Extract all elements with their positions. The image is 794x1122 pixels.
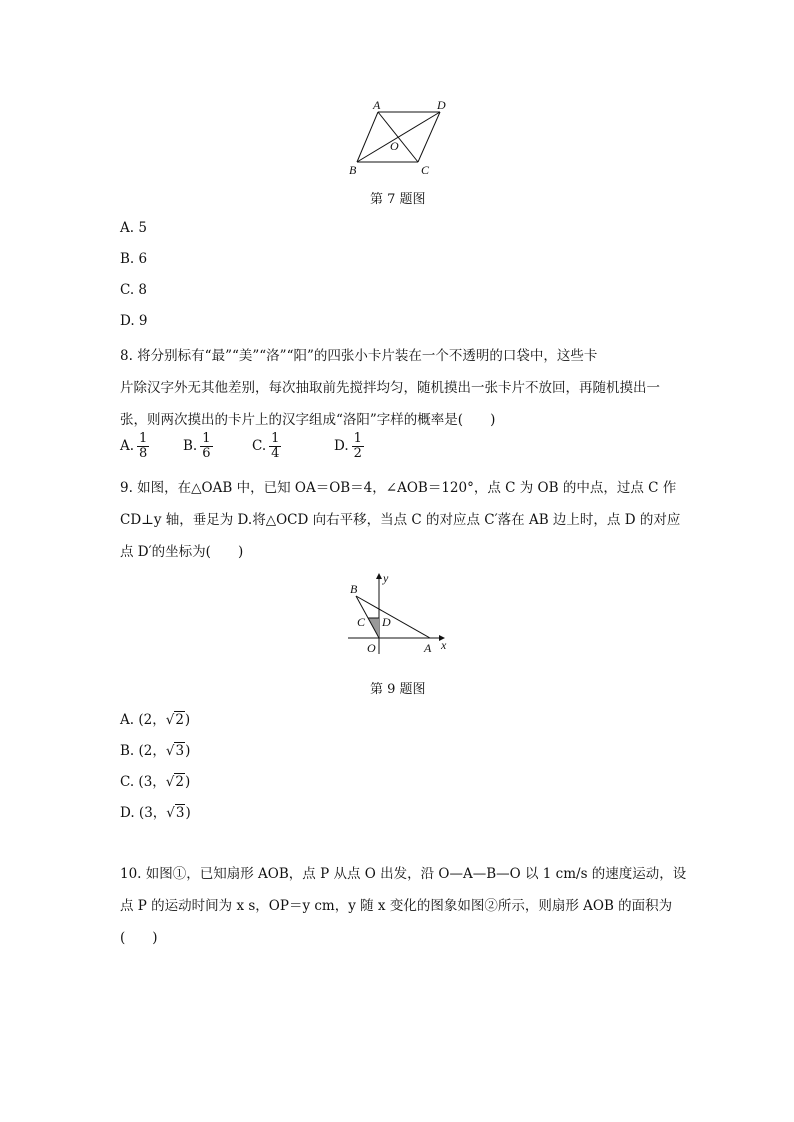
q9-option-c: C. (3，√2) — [120, 774, 191, 790]
sqrt-symbol: √2 — [165, 774, 184, 790]
q7-figure-caption: 第 7 题图 — [370, 192, 426, 207]
q9-line1: 9. 如图，在△OAB 中，已知 OA＝OB＝4，∠AOB＝120°，点 C 为 OB 的中点，过点 C 作 — [120, 480, 677, 496]
q7-option-d: D. 9 — [120, 313, 148, 329]
q8-line1: 8. 将分别标有“最”“美”“洛”“阳”的四张小卡片装在一个不透明的口袋中，这些卡 — [120, 348, 598, 364]
q8-option-a: A. $\frac{1}{8}$ — [120, 431, 148, 461]
label-D: D — [437, 98, 446, 112]
q8-option-d: D. $\frac{1}{2}$ — [334, 431, 362, 461]
label-C: C — [421, 163, 430, 177]
label-O: O — [390, 139, 399, 153]
q10-line2: 点 P 的运动时间为 x s，OP＝y cm，y 随 x 变化的图象如图②所示，则扇形 AOB 的面积为 — [120, 898, 673, 914]
q7-option-a: A. 5 — [120, 220, 147, 236]
q9-coordinate-figure — [340, 568, 455, 660]
q7-parallelogram-figure — [340, 96, 460, 180]
fraction: $\frac{1}{8}$ — [139, 431, 148, 461]
label-C: C — [357, 615, 366, 629]
q7-option-c: C. 8 — [120, 282, 148, 298]
q9-figure-caption: 第 9 题图 — [370, 682, 426, 697]
fraction: $\frac{1}{6}$ — [202, 431, 211, 461]
sqrt-symbol: √3 — [165, 743, 185, 759]
q10-line1: 10. 如图①，已知扇形 AOB，点 P 从点 O 出发，沿 O—A—B—O 以 1 cm/s 的速度运动，设 — [120, 866, 687, 882]
q7-option-b: B. 6 — [120, 251, 148, 267]
label-B: B — [349, 163, 357, 177]
label-A: A — [373, 98, 381, 112]
q8-line2: 片除汉字外无其他差别，每次抽取前先搅拌均匀，随机摸出一张卡片不放回，再随机摸出一 — [120, 380, 660, 396]
label-B: B — [350, 582, 358, 596]
label-A: A — [424, 641, 432, 655]
fraction: $\frac{1}{2}$ — [353, 431, 362, 461]
label-D: D — [382, 615, 391, 629]
q8-option-c: C. $\frac{1}{4}$ — [252, 431, 280, 461]
q9-line2: CD⊥y 轴，垂足为 D.将△OCD 向右平移，当点 C 的对应点 C′落在 AB 边上时，点 D 的对应 — [120, 512, 681, 528]
label-x: x — [441, 638, 447, 652]
label-y: y — [383, 571, 389, 585]
sqrt-symbol: √3 — [166, 805, 185, 821]
q8-option-b: B. $\frac{1}{6}$ — [183, 431, 211, 461]
q9-line3: 点 D′的坐标为( ) — [120, 544, 244, 560]
q9-option-b: B. (2，√3) — [120, 743, 191, 759]
q9-option-d: D. (3，√3) — [120, 805, 191, 821]
q9-option-a: A. (2，√2) — [120, 712, 191, 728]
sqrt-symbol: √2 — [165, 712, 184, 728]
q8-line3: 张，则两次摸出的卡片上的汉字组成“洛阳”字样的概率是( ) — [120, 412, 496, 428]
fraction: $\frac{1}{4}$ — [271, 431, 280, 461]
q10-line3: ( ) — [120, 930, 158, 946]
label-O: O — [367, 641, 376, 655]
